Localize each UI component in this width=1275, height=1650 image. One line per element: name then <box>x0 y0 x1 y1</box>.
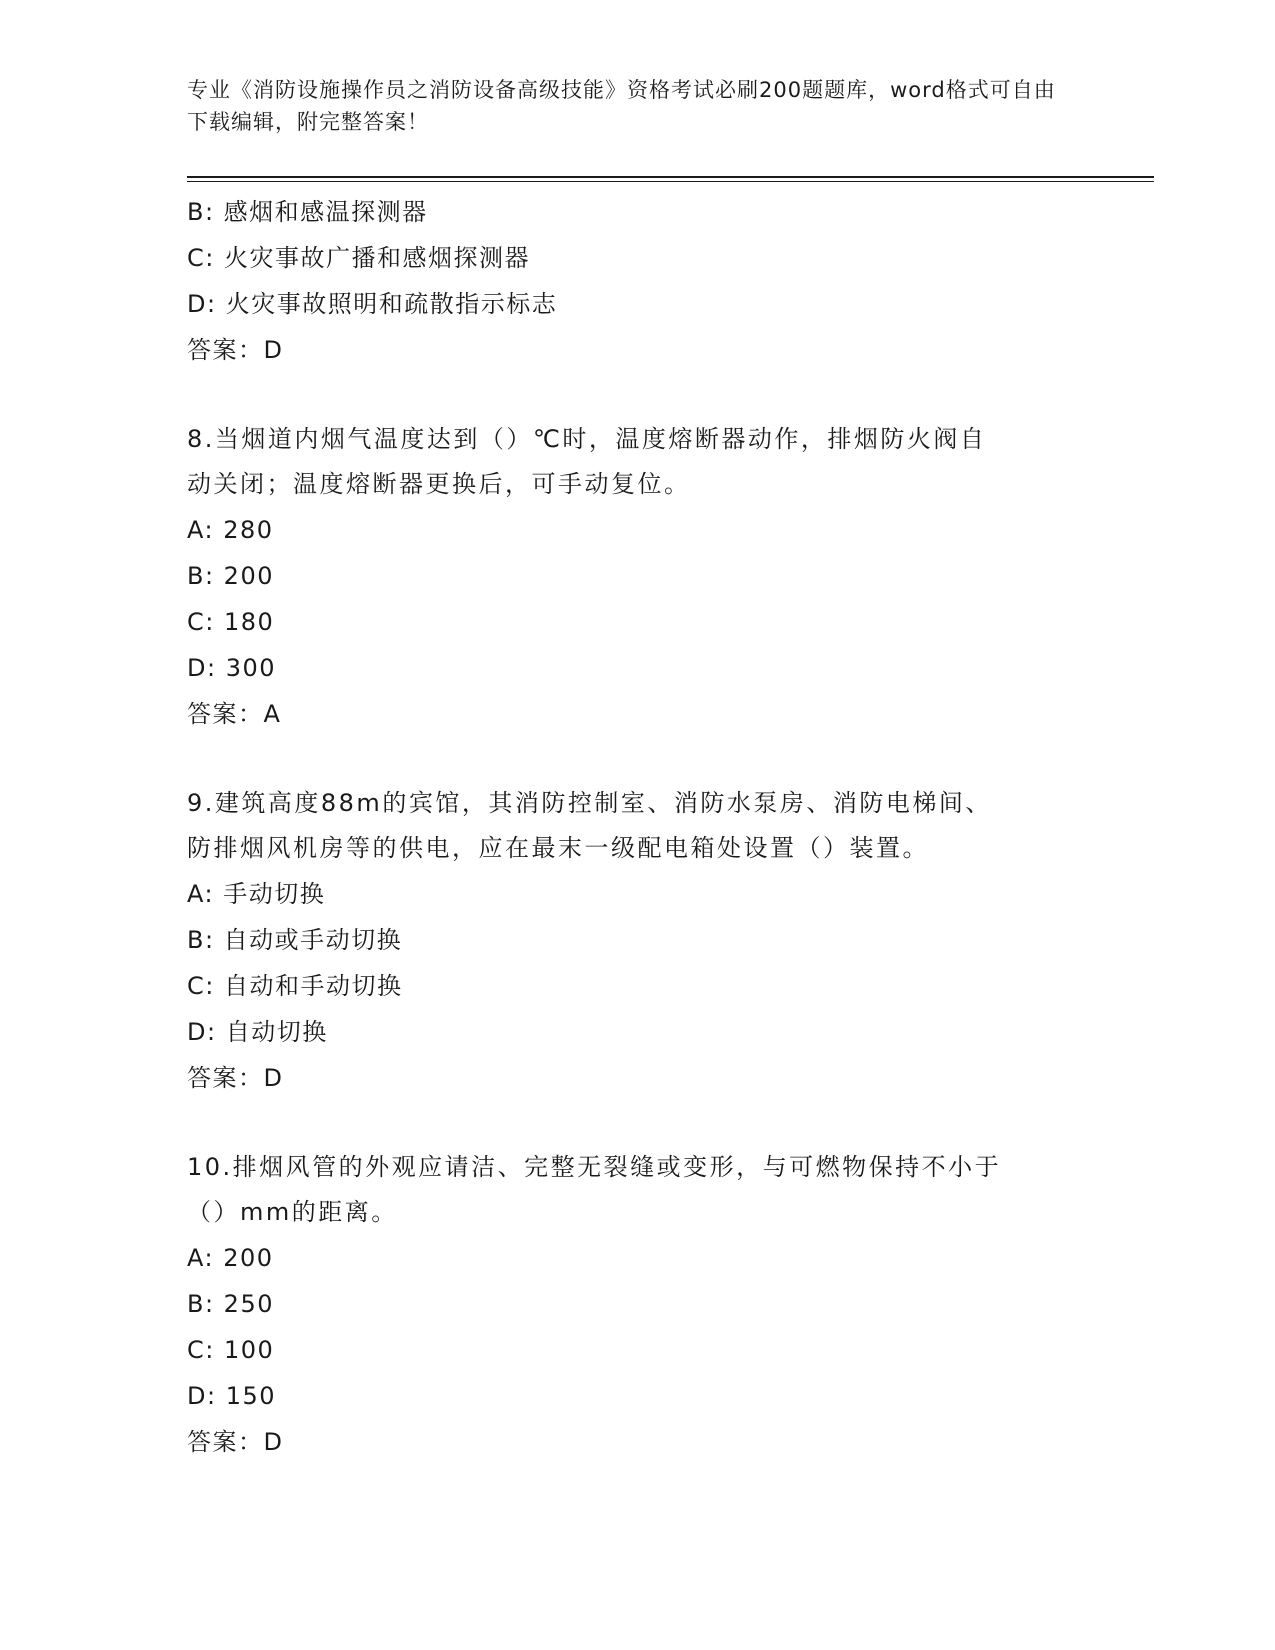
answer: 答案：D <box>187 336 284 364</box>
answer: 答案：A <box>187 700 282 728</box>
option-b: B: 自动或手动切换 <box>187 926 403 954</box>
option-c: C: 180 <box>187 608 275 636</box>
header-divider-thick <box>187 176 1154 178</box>
option-d: D: 火灾事故照明和疏散指示标志 <box>187 290 558 318</box>
question-list <box>187 189 1087 1465</box>
question-stem-line: 8.当烟道内烟气温度达到（）℃时，温度熔断器动作，排烟防火阀自 <box>187 425 987 453</box>
question-10 <box>187 1145 1087 1465</box>
question-8 <box>187 417 1087 737</box>
question-stem-line: 防排烟风机房等的供电，应在最末一级配电箱处设置（）装置。 <box>187 834 929 862</box>
option-d: D: 150 <box>187 1382 277 1410</box>
option-b: B: 250 <box>187 1290 274 1318</box>
answer: 答案：D <box>187 1428 284 1456</box>
option-d: D: 300 <box>187 654 277 682</box>
answer: 答案：D <box>187 1064 284 1092</box>
option-b: B: 感烟和感温探测器 <box>187 198 428 226</box>
option-c: C: 100 <box>187 1336 275 1364</box>
option-a: A: 手动切换 <box>187 880 326 908</box>
question-stem-line: 9.建筑高度88m的宾馆，其消防控制室、消防水泵房、消防电梯间、 <box>187 789 992 817</box>
spacer <box>187 1101 1087 1145</box>
option-d: D: 自动切换 <box>187 1018 328 1046</box>
question-stem-line: 10.排烟风管的外观应请洁、完整无裂缝或变形，与可燃物保持不小于 <box>187 1153 1002 1181</box>
option-b: B: 200 <box>187 562 274 590</box>
document-header: 专业《消防设施操作员之消防设备高级技能》资格考试必刷200题题库，word格式可自由下载编辑，附完整答案！ <box>187 78 1056 134</box>
header-divider-thin <box>187 181 1154 182</box>
option-a: A: 280 <box>187 516 274 544</box>
option-a: A: 200 <box>187 1244 274 1272</box>
question-7-fragment <box>187 189 1087 373</box>
question-9 <box>187 781 1087 1101</box>
option-c: C: 火灾事故广播和感烟探测器 <box>187 244 530 272</box>
question-stem-line: （）mm的距离。 <box>187 1198 398 1226</box>
spacer <box>187 737 1087 781</box>
option-c: C: 自动和手动切换 <box>187 972 403 1000</box>
spacer <box>187 373 1087 417</box>
question-stem-line: 动关闭；温度熔断器更换后，可手动复位。 <box>187 470 691 498</box>
